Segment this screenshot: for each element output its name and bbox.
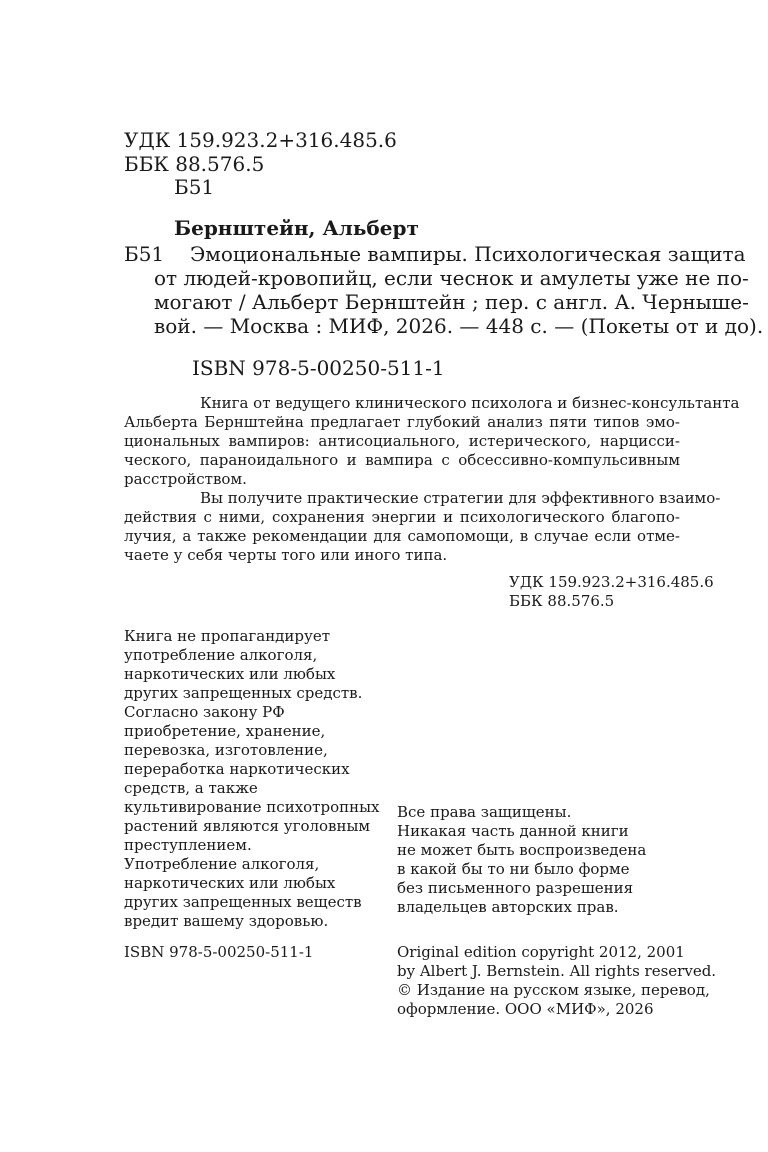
catalog-entry-line: Эмоциональные вампиры. Психологическая защита [190,242,746,266]
copyright-line: Original edition copyright 2012, 2001 [397,943,685,961]
warning-line: наркотических или любых [124,665,336,683]
warning-line: растений являются уголовным [124,817,371,835]
author-mark: Б51 [174,175,215,199]
catalog-entry-line: вой. — Москва : МИФ, 2026. — 448 с. — (Покеты от и до). [154,314,764,338]
warning-line: преступлением. [124,836,252,854]
annotation-line: ческого, параноидального и вампира с обсессивно-компульсивным [124,451,680,469]
warning-line: других запрещенных средств. [124,684,363,702]
bbk-code-bottom: ББК 88.576.5 [509,592,615,610]
annotation-line: расстройством. [124,470,247,488]
catalog-entry-line: от людей-кровопийц, если чеснок и амулеты уже не по- [154,266,749,290]
isbn-bottom: ISBN 978-5-00250-511-1 [124,943,314,961]
annotation-line: Альберта Бернштейна предлагает глубокий анализ пяти типов эмо- [124,413,680,431]
warning-line: наркотических или любых [124,874,336,892]
copyright-line: © Издание на русском языке, перевод, [397,981,710,999]
udk-code-bottom: УДК 159.923.2+316.485.6 [509,573,714,591]
warning-line: вредит вашему здоровью. [124,912,329,930]
rights-line: Никакая часть данной книги [397,822,629,840]
annotation-line: Вы получите практические стратегии для эффективного взаимо- [200,489,721,507]
rights-text [397,803,647,917]
bbk-code: ББК 88.576.5 [124,152,265,176]
warning-line: других запрещенных веществ [124,893,362,911]
isbn-catalog: ISBN 978-5-00250-511-1 [192,356,445,380]
annotation-line: циональных вампиров: антисоциального, истерического, нарцисси- [124,432,680,450]
annotation-line: чаете у себя черты того или иного типа. [124,546,448,564]
rights-line: не может быть воспроизведена [397,841,647,859]
warning-line: употребление алкоголя, [124,646,318,664]
warning-text [124,627,380,931]
annotation-line: Книга от ведущего клинического психолога и бизнес-консультанта [200,394,740,412]
warning-line: Согласно закону РФ [124,703,285,721]
rights-line: в какой бы то ни было форме [397,860,630,878]
warning-line: приобретение, хранение, [124,722,326,740]
catalog-entry-line: могают / Альберт Бернштейн ; пер. с англ. А. Черныше- [154,290,749,314]
warning-line: Книга не пропагандирует [124,627,331,645]
copyright-text [397,943,717,1019]
author-heading: Бернштейн, Альберт [174,216,419,240]
rights-line: владельцев авторских прав. [397,898,619,916]
warning-line: средств, а также [124,779,258,797]
annotation [124,394,740,565]
copyright-line: оформление. ООО «МИФ», 2026 [397,1000,654,1018]
rights-line: без письменного разрешения [397,879,634,897]
copyright-line: by Albert J. Bernstein. All rights reserved. [397,962,717,980]
warning-line: культивирование психотропных [124,798,380,816]
udk-code: УДК 159.923.2+316.485.6 [124,128,397,152]
warning-line: Употребление алкоголя, [124,855,320,873]
catalog-mark: Б51 [124,242,165,266]
annotation-line: лучия, а также рекомендации для самопомощи, в случае если отме- [124,527,680,545]
warning-line: переработка наркотических [124,760,350,778]
catalog-entry [154,242,764,338]
warning-line: перевозка, изготовление, [124,741,328,759]
annotation-line: действия с ними, сохранения энергии и психологического благопо- [124,508,680,526]
rights-line: Все права защищены. [397,803,572,821]
